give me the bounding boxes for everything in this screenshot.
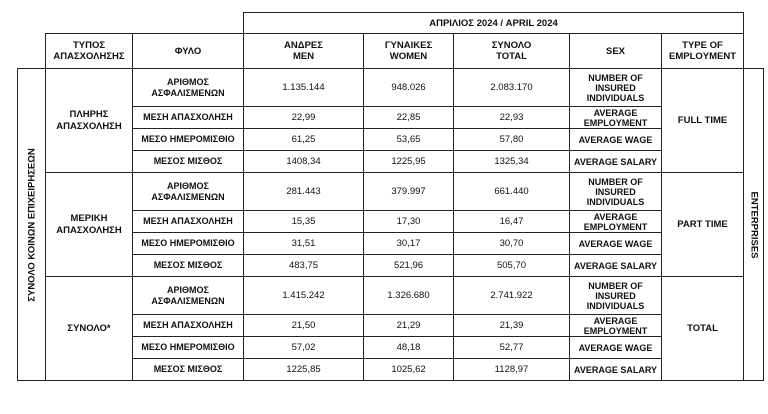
- total-value: 505,70: [454, 255, 570, 277]
- metric-label-en: AVERAGE EMPLOYMENT: [570, 107, 662, 129]
- men-value: 61,25: [244, 129, 364, 151]
- employment-type-label-en: FULL TIME: [662, 69, 744, 173]
- total-value: 661.440: [454, 173, 570, 211]
- women-value: 521,96: [364, 255, 454, 277]
- metric-label-en: AVERAGE WAGE: [570, 337, 662, 359]
- total-value: 2.083.170: [454, 69, 570, 107]
- men-value: 281.443: [244, 173, 364, 211]
- employment-type-header-gr: ΤΥΠΟΣ ΑΠΑΣΧΟΛΗΣΗΣ: [46, 34, 133, 69]
- right-vertical-label-text: ENTERPRISES: [748, 190, 759, 259]
- period-header: ΑΠΡΙΛΙΟΣ 2024 / APRIL 2024: [244, 13, 744, 34]
- metric-label-gr: ΑΡΙΘΜΟΣ ΑΣΦΑΛΙΣΜΕΝΩΝ: [133, 69, 244, 107]
- insured-statistics-table: [17, 12, 764, 381]
- women-value: 1225,95: [364, 151, 454, 173]
- metric-label-gr: ΜΕΣΟ ΗΜΕΡΟΜΙΣΘΙΟ: [133, 337, 244, 359]
- column-header-row: [18, 34, 764, 69]
- metric-label-gr: ΜΕΣΗ ΑΠΑΣΧΟΛΗΣΗ: [133, 107, 244, 129]
- total-value: 30,70: [454, 233, 570, 255]
- metric-label-gr: ΜΕΣΟ ΗΜΕΡΟΜΙΣΘΙΟ: [133, 129, 244, 151]
- total-value: 1325,34: [454, 151, 570, 173]
- employment-type-header-en: TYPE OF EMPLOYMENT: [662, 34, 744, 69]
- women-value: 53,65: [364, 129, 454, 151]
- metric-label-gr: ΜΕΣΟ ΗΜΕΡΟΜΙΣΘΙΟ: [133, 233, 244, 255]
- metric-label-en: AVERAGE WAGE: [570, 233, 662, 255]
- employment-type-label-gr: ΜΕΡΙΚΗ ΑΠΑΣΧΟΛΗΣΗ: [46, 173, 133, 277]
- men-value: 22,99: [244, 107, 364, 129]
- men-value: 21,50: [244, 315, 364, 337]
- metric-label-en: AVERAGE EMPLOYMENT: [570, 211, 662, 233]
- metric-label-en: AVERAGE WAGE: [570, 129, 662, 151]
- men-value: 483,75: [244, 255, 364, 277]
- employment-type-label-en: TOTAL: [662, 277, 744, 381]
- men-value: 1.415.242: [244, 277, 364, 315]
- metric-label-en: AVERAGE SALARY: [570, 255, 662, 277]
- sex-header-en: SEX: [570, 34, 662, 69]
- total-value: 2.741.922: [454, 277, 570, 315]
- total-value: 22,93: [454, 107, 570, 129]
- metric-label-en: AVERAGE SALARY: [570, 151, 662, 173]
- employment-type-label-gr: ΠΛΗΡΗΣ ΑΠΑΣΧΟΛΗΣΗ: [46, 69, 133, 173]
- women-value: 17,30: [364, 211, 454, 233]
- total-value: 21,39: [454, 315, 570, 337]
- period-header-row: [18, 13, 764, 34]
- metric-label-gr: ΜΕΣΟΣ ΜΙΣΘΟΣ: [133, 151, 244, 173]
- metric-label-gr: ΜΕΣΟΣ ΜΙΣΘΟΣ: [133, 255, 244, 277]
- table-row: [18, 173, 764, 211]
- metric-label-en: AVERAGE EMPLOYMENT: [570, 315, 662, 337]
- women-value: 22,85: [364, 107, 454, 129]
- employment-type-label-en: PART TIME: [662, 173, 744, 277]
- women-value: 1.326.680: [364, 277, 454, 315]
- women-header: ΓΥΝΑΙΚΕΣ WOMEN: [364, 34, 454, 69]
- sex-header-gr: ΦΥΛΟ: [133, 34, 244, 69]
- metric-label-gr: ΑΡΙΘΜΟΣ ΑΣΦΑΛΙΣΜΕΝΩΝ: [133, 277, 244, 315]
- table-row: [18, 277, 764, 315]
- total-value: 57,80: [454, 129, 570, 151]
- women-value: 379.997: [364, 173, 454, 211]
- metric-label-gr: ΑΡΙΘΜΟΣ ΑΣΦΑΛΙΣΜΕΝΩΝ: [133, 173, 244, 211]
- metric-label-gr: ΜΕΣΗ ΑΠΑΣΧΟΛΗΣΗ: [133, 315, 244, 337]
- women-value: 30,17: [364, 233, 454, 255]
- total-header: ΣΥΝΟΛΟ TOTAL: [454, 34, 570, 69]
- men-value: 57,02: [244, 337, 364, 359]
- metric-label-gr: ΜΕΣΗ ΑΠΑΣΧΟΛΗΣΗ: [133, 211, 244, 233]
- right-vertical-label: [744, 69, 764, 381]
- metric-label-en: AVERAGE SALARY: [570, 359, 662, 381]
- men-value: 1408,34: [244, 151, 364, 173]
- left-vertical-label: [18, 69, 46, 381]
- women-value: 48,18: [364, 337, 454, 359]
- left-vertical-label-text: ΣΥΝΟΛΟ ΚΟΙΝΩΝ ΕΠΙΧΕΙΡΗΣΕΩΝ: [26, 147, 37, 302]
- metric-label-en: NUMBER OF INSURED INDIVIDUALS: [570, 69, 662, 107]
- total-value: 52,77: [454, 337, 570, 359]
- metric-label-gr: ΜΕΣΟΣ ΜΙΣΘΟΣ: [133, 359, 244, 381]
- total-value: 16,47: [454, 211, 570, 233]
- men-value: 15,35: [244, 211, 364, 233]
- men-value: 31,51: [244, 233, 364, 255]
- employment-type-label-gr: ΣΥΝΟΛΟ*: [46, 277, 133, 381]
- women-value: 948.026: [364, 69, 454, 107]
- total-value: 1128,97: [454, 359, 570, 381]
- men-value: 1.135.144: [244, 69, 364, 107]
- metric-label-en: NUMBER OF INSURED INDIVIDUALS: [570, 173, 662, 211]
- table-row: [18, 69, 764, 107]
- men-value: 1225,85: [244, 359, 364, 381]
- men-header: ΑΝΔΡΕΣ MEN: [244, 34, 364, 69]
- metric-label-en: NUMBER OF INSURED INDIVIDUALS: [570, 277, 662, 315]
- women-value: 1025,62: [364, 359, 454, 381]
- women-value: 21,29: [364, 315, 454, 337]
